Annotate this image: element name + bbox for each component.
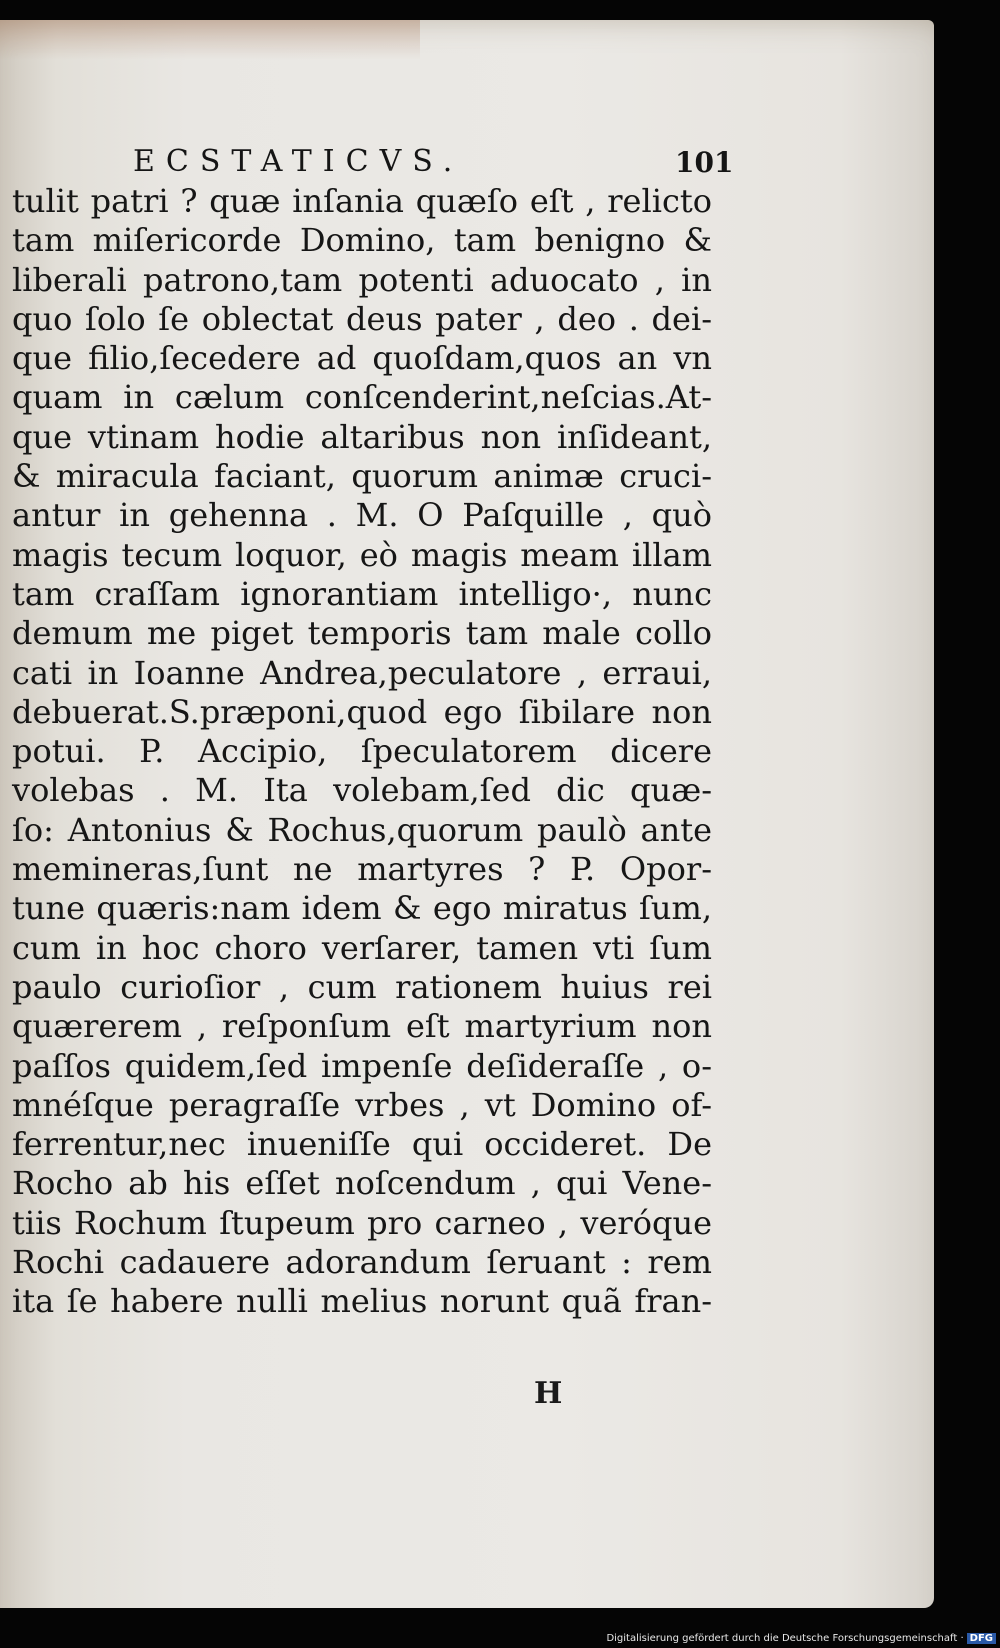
text-line: cum in hoc choro verſarer, tamen vti ſum: [12, 928, 712, 967]
text-line: quærerem , reſponſum eſt martyrium non: [12, 1007, 712, 1046]
text-line: magis tecum loquor, eò magis meam illam: [12, 535, 712, 574]
page-number: 101: [675, 146, 734, 179]
text-line: paſſos quidem,ſed impenſe deſideraſſe , o-: [12, 1046, 712, 1085]
text-line: mnéſque peragraſſe vrbes , vt Domino of-: [12, 1085, 712, 1124]
digitization-credit: [606, 1633, 996, 1644]
text-line: potui. P. Accipio, ſpeculatorem dicere: [12, 732, 712, 771]
text-line: memineras,ſunt ne martyres ? P. Opor-: [12, 850, 712, 889]
text-line: que filio,ſecedere ad quoſdam,quos an vn: [12, 339, 712, 378]
text-line: Rochi cadauere adorandum ſeruant : rem: [12, 1243, 712, 1282]
signature-mark: H: [534, 1376, 563, 1411]
text-line: ſo: Antonius & Rochus,quorum paulò ante: [12, 810, 712, 849]
running-title: ECSTATICVS.: [133, 144, 464, 179]
dfg-logo: DFG: [967, 1633, 996, 1644]
text-line: volebas . M. Ita volebam,ſed dic quæ-: [12, 771, 712, 810]
text-line: cati in Ioanne Andrea,peculatore , erraui,: [12, 653, 712, 692]
text-line: paulo curioſior , cum rationem huius rei: [12, 967, 712, 1006]
text-line: ita ſe habere nulli melius norunt quã fran-: [12, 1282, 712, 1321]
text-line: quam in cælum conſcenderint,neſcias.At-: [12, 378, 712, 417]
credit-text: Digitalisierung gefördert durch die Deutsche Forschungsgemeinschaft ·: [606, 1633, 964, 1644]
text-line: quo ſolo ſe oblectat deus pater , deo . dei-: [12, 299, 712, 338]
text-line: tulit patri ? quæ inſania quæſo eſt , relicto: [12, 182, 712, 220]
text-line: ferrentur,nec inueniſſe qui occideret. De: [12, 1125, 712, 1164]
text-line: que vtinam hodie altaribus non inſideant,: [12, 417, 712, 456]
text-line: tam miſericorde Domino, tam benigno &: [12, 221, 712, 260]
text-line: tune quæris:nam idem & ego miratus ſum,: [12, 889, 712, 928]
text-line: demum me piget temporis tam male collo: [12, 614, 712, 653]
book-page: [0, 20, 934, 1608]
text-line: debuerat.S.præponi,quod ego ſibilare non: [12, 692, 712, 731]
text-line: tiis Rochum ſtupeum pro carneo , veróque: [12, 1203, 712, 1242]
text-line: tam craſſam ignorantiam intelligo·, nunc: [12, 574, 712, 613]
text-line: & miracula faciant, quorum animæ cruci-: [12, 457, 712, 496]
text-line: liberali patrono,tam potenti aduocato , in: [12, 260, 712, 299]
text-line: antur in gehenna . M. O Paſquille , quò: [12, 496, 712, 535]
text-line: Rocho ab his eſſet noſcendum , qui Vene-: [12, 1164, 712, 1203]
body-text: [12, 182, 712, 1322]
